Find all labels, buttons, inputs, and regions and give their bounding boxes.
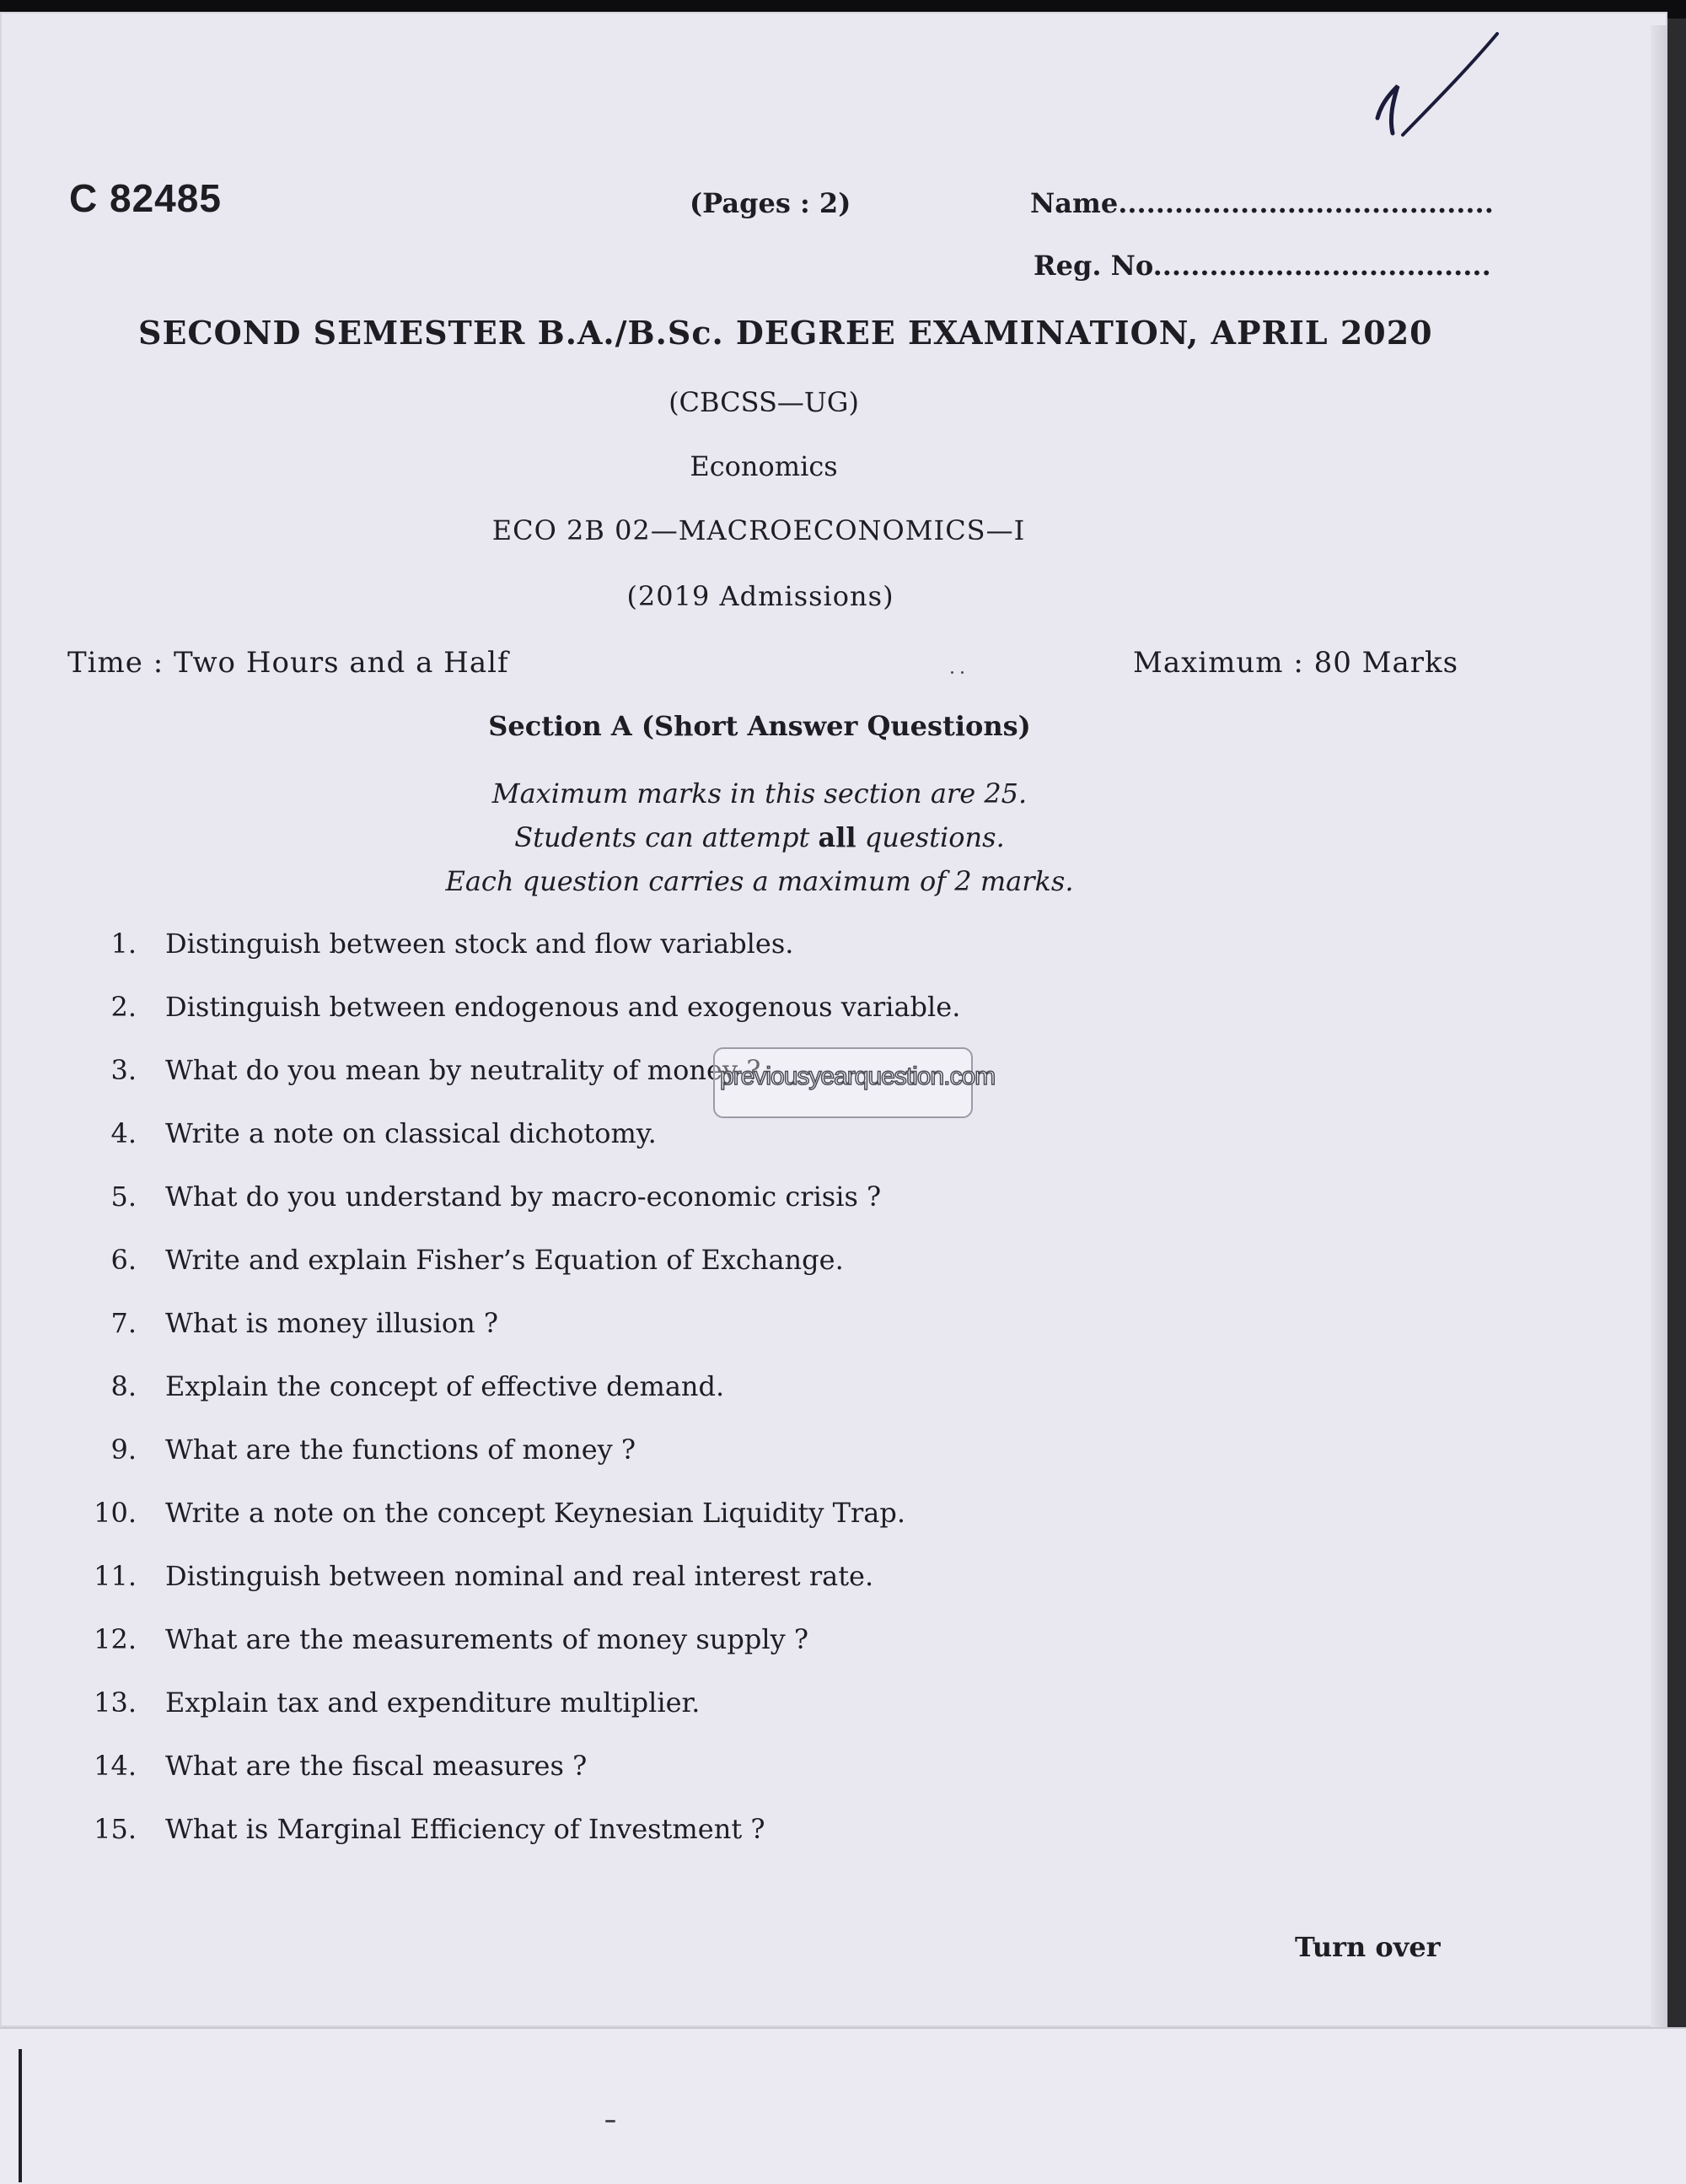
scan-speck [961,671,964,674]
question-text: What are the measurements of money supply ? [165,1623,808,1655]
question-number: 2. [110,991,137,1023]
question-text: Distinguish between stock and flow variables. [165,928,794,960]
section-a-instruction-2 [0,821,1519,853]
admissions-year: (2019 Admissions) [626,580,894,612]
question-number: 4. [110,1117,137,1149]
question-number: 10. [94,1497,137,1529]
section-a-title: Section A (Short Answer Questions) [488,710,1031,742]
instruction-emphasis: all [818,821,856,853]
watermark-text: previousyearquestion.com [720,1062,996,1090]
question-text: Write and explain Fisher’s Equation of Exchange. [165,1244,844,1276]
question-text: What is Marginal Efficiency of Investment ? [165,1813,765,1845]
name-field-label: Name........................................ [1030,187,1494,219]
exam-scheme: (CBCSS—UG) [668,386,859,418]
question-number: 5. [110,1181,137,1213]
scan-bottom-band [0,2027,1686,2184]
section-a-instruction-3: Each question carries a maximum of 2 marks. [445,865,1074,897]
scan-fold-line [19,2049,22,2182]
question-text: What is money illusion ? [165,1307,499,1339]
instruction-text-part: questions. [856,821,1005,853]
question-text: Distinguish between nominal and real interest rate. [165,1560,874,1592]
question-number: 8. [110,1370,137,1402]
question-text: Distinguish between endogenous and exogenous variable. [165,991,961,1023]
question-text: What are the functions of money ? [165,1434,636,1466]
question-number: 7. [110,1307,137,1339]
question-text: Explain the concept of effective demand. [165,1370,725,1402]
turn-over-note: Turn over [1295,1931,1441,1963]
maximum-marks: Maximum : 80 Marks [1133,646,1459,680]
question-text: Explain tax and expenditure multiplier. [165,1686,701,1719]
exam-title: SECOND SEMESTER B.A./B.Sc. DEGREE EXAMINATION, APRIL 2020 [138,314,1433,352]
sheet-right-edge [1651,25,1667,2032]
question-text: What do you mean by neutrality of money ? [165,1054,761,1086]
question-number: 1. [110,928,137,960]
exam-duration: Time : Two Hours and a Half [67,646,509,680]
handwritten-tick-mark [1372,25,1507,152]
question-number: 12. [94,1623,137,1655]
question-number: 6. [110,1244,137,1276]
question-text: What are the fiscal measures ? [165,1750,588,1782]
question-text: Write a note on the concept Keynesian Liquidity Trap. [165,1497,905,1529]
question-number: 13. [94,1686,137,1719]
scan-speck [605,2120,615,2122]
instruction-text-part: Students can attempt [514,821,819,853]
course-code-title: ECO 2B 02—MACROECONOMICS—I [491,514,1026,546]
question-number: 11. [94,1560,137,1592]
question-text: What do you understand by macro-economic crisis ? [165,1181,882,1213]
question-number: 14. [94,1750,137,1782]
paper-code: C 82485 [69,176,222,220]
question-number: 15. [94,1813,137,1845]
question-number: 9. [110,1434,137,1466]
exam-subject: Economics [690,450,838,482]
page-count: (Pages : 2) [690,187,851,219]
section-a-instruction-1: Maximum marks in this section are 25. [491,777,1028,810]
reg-no-field-label: Reg. No.................................... [1034,250,1491,282]
question-text: Write a note on classical dichotomy. [165,1117,657,1149]
question-number: 3. [110,1054,137,1086]
scan-speck [951,671,953,674]
